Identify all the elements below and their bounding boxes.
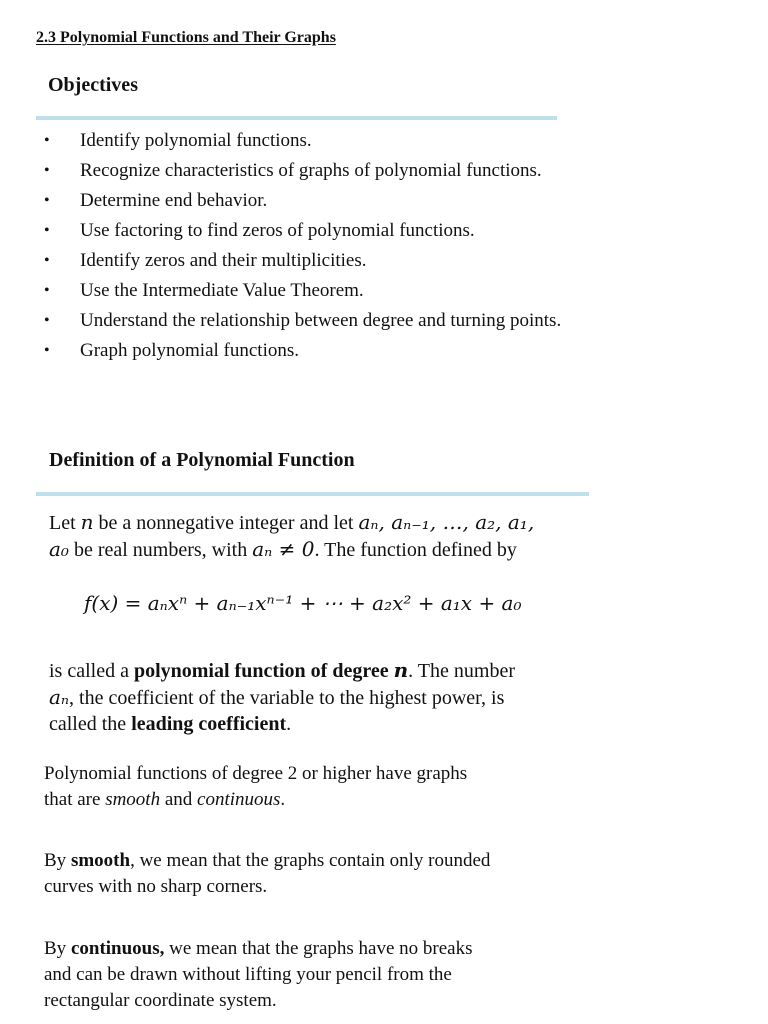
smooth-continuous-paragraph <box>44 761 604 813</box>
list-item <box>44 158 564 183</box>
list-item <box>44 308 564 333</box>
paragraph-text: By <box>44 850 71 871</box>
paragraph-text: and <box>160 789 198 810</box>
list-item <box>44 128 564 153</box>
definition-rule <box>36 492 589 496</box>
smooth-definition-paragraph <box>44 848 604 900</box>
bullet-icon: • <box>44 222 50 239</box>
continuous-term: continuous <box>197 789 281 810</box>
list-item <box>44 218 564 243</box>
list-item <box>44 248 564 273</box>
objective-text: Determine end behavior. <box>80 190 268 211</box>
paragraph-text: . <box>280 789 286 810</box>
definition-intro <box>49 509 609 563</box>
bullet-icon: • <box>44 132 50 149</box>
bullet-icon: • <box>44 162 50 179</box>
objectives-list <box>44 128 564 368</box>
continuous-definition-paragraph <box>44 936 604 1014</box>
objective-text: Use the Intermediate Value Theorem. <box>80 280 364 301</box>
definition-called <box>49 657 609 737</box>
nonzero-condition: aₙ ≠ 0 <box>252 537 315 561</box>
coefficients-list: aₙ, aₙ₋₁, …, a₂, a₁, <box>358 510 535 534</box>
objective-text: Graph polynomial functions. <box>80 340 299 361</box>
called-text: , the coefficient of the variable to the highest power, is <box>69 687 505 709</box>
continuous-bold-term: continuous, <box>70 938 165 959</box>
objective-text: Recognize characteristics of graphs of polynomial functions. <box>80 160 542 181</box>
definition-intro-text: be a nonnegative integer and let <box>93 512 359 534</box>
paragraph-text: we mean that the graphs have no breaks <box>164 938 473 959</box>
list-item <box>44 188 564 213</box>
paragraph-text: that are <box>44 789 106 810</box>
coefficient-a0: a₀ <box>49 537 69 561</box>
objectives-heading: Objectives <box>48 74 138 96</box>
list-item <box>44 278 564 303</box>
objective-text: Understand the relationship between degree and turning points. <box>80 310 562 331</box>
paragraph-text: By <box>44 938 71 959</box>
definition-intro-text: Let <box>49 512 81 534</box>
smooth-bold-term: smooth <box>70 850 131 871</box>
called-text: is called a <box>49 660 134 682</box>
polynomial-degree-term: polynomial function of degree n <box>133 658 409 682</box>
objective-text: Use factoring to find zeros of polynomial functions. <box>80 220 475 241</box>
objectives-rule <box>36 116 557 120</box>
bullet-icon: • <box>44 252 50 269</box>
smooth-term: smooth <box>105 789 161 810</box>
definition-heading: Definition of a Polynomial Function <box>49 449 355 471</box>
bullet-icon: • <box>44 192 50 209</box>
list-item <box>44 338 564 363</box>
bullet-icon: • <box>44 342 50 359</box>
objective-text: Identify polynomial functions. <box>80 130 312 151</box>
paragraph-text: and can be drawn without lifting your pencil from the <box>44 964 452 985</box>
bullet-icon: • <box>44 282 50 299</box>
paragraph-text: Polynomial functions of degree 2 or higher have graphs <box>44 763 468 784</box>
paragraph-text: rectangular coordinate system. <box>44 990 277 1011</box>
section-title: 2.3 Polynomial Functions and Their Graphs <box>36 29 336 46</box>
bullet-icon: • <box>44 312 50 329</box>
called-text: . The number <box>408 660 515 682</box>
objective-text: Identify zeros and their multiplicities. <box>80 250 367 271</box>
called-text: . <box>286 713 292 735</box>
polynomial-formula: f(x) = aₙxⁿ + aₙ₋₁xⁿ⁻¹ + ⋯ + a₂x² + a₁x + a₀ <box>84 591 522 615</box>
variable-n: n <box>80 510 94 534</box>
paragraph-text: curves with no sharp corners. <box>44 876 268 897</box>
leading-coefficient-term: leading coefficient <box>131 713 287 735</box>
definition-intro-text: be real numbers, with <box>68 539 253 561</box>
coefficient-an: aₙ <box>49 685 70 709</box>
called-text: called the <box>49 713 132 735</box>
paragraph-text: , we mean that the graphs contain only rounded <box>130 850 491 871</box>
definition-intro-text: . The function defined by <box>314 539 517 561</box>
